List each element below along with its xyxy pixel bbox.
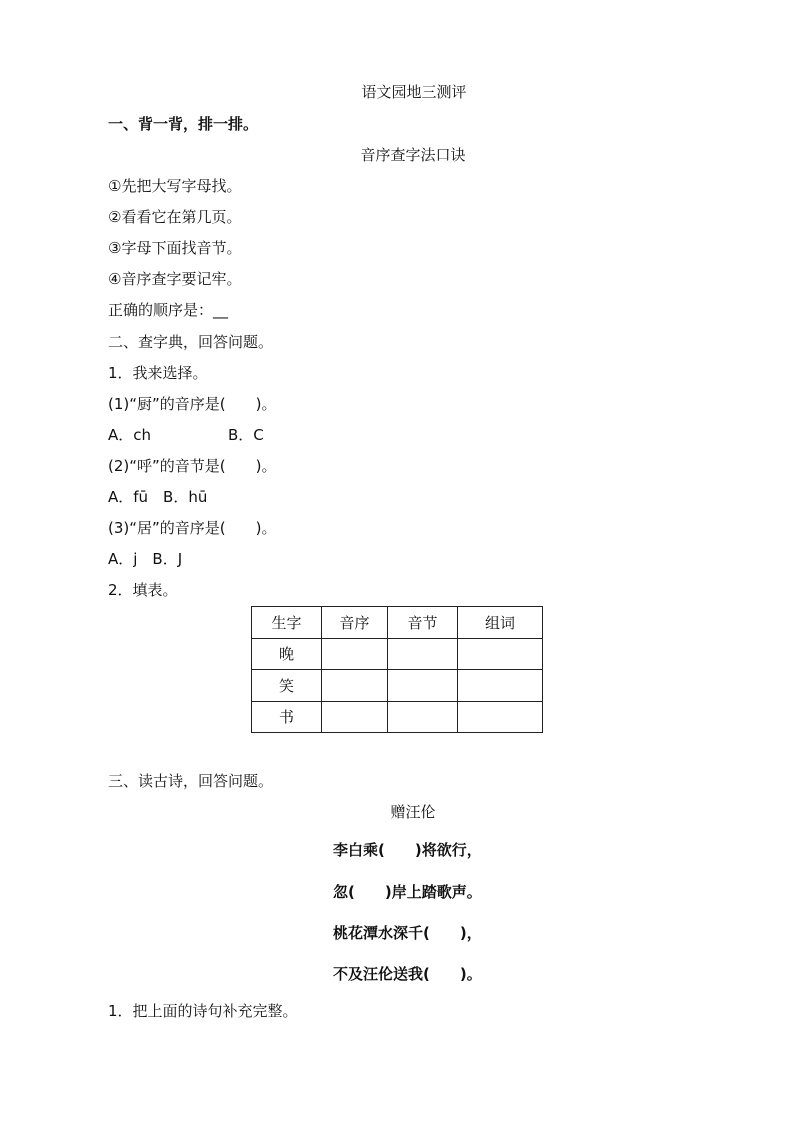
section3-q1: 1．把上面的诗句补充完整。 [108, 1002, 298, 1020]
poem-line-1: 李白乘( )将欲行， [333, 841, 482, 859]
table-character-cell: 晚 [252, 638, 322, 670]
rhyme-line-3: ③字母下面找音节。 [108, 239, 242, 257]
order-answer-prompt: 正确的顺序是：__ [108, 301, 229, 319]
table-character-cell: 书 [252, 701, 322, 733]
q1-sub2-options: A．fū B．hū [108, 488, 208, 506]
table-header-cell: 生字 [252, 607, 322, 639]
table-character-cell: 笑 [252, 670, 322, 702]
section3-heading: 三、读古诗，回答问题。 [108, 772, 274, 790]
table-blank-cell[interactable] [388, 701, 458, 733]
poem-title: 赠汪伦 [390, 803, 436, 821]
table-row [252, 670, 543, 702]
q1-sub3-question: (3)“居”的音序是( )。 [108, 519, 277, 537]
table-blank-cell[interactable] [322, 670, 388, 702]
table-row [252, 701, 543, 733]
q1-sub3-options: A．j B．J [108, 550, 183, 568]
poem-line-4: 不及汪伦送我( )。 [333, 965, 482, 983]
table-blank-cell[interactable] [388, 670, 458, 702]
table-blank-cell[interactable] [322, 701, 388, 733]
table-header-row [252, 607, 543, 639]
table-row [252, 638, 543, 670]
table-blank-cell[interactable] [322, 638, 388, 670]
rhyme-line-2: ②看看它在第几页。 [108, 208, 242, 226]
table-blank-cell[interactable] [458, 701, 543, 733]
q1-sub2-question: (2)“呼”的音节是( )。 [108, 457, 277, 475]
section1-heading: 一、背一背，排一排。 [108, 115, 259, 133]
fill-in-table [251, 606, 543, 733]
section2-heading: 二、查字典，回答问题。 [108, 333, 274, 351]
page-title: 语文园地三测评 [361, 83, 467, 101]
q1-label: 1．我来选择。 [108, 364, 208, 382]
q2-label: 2．填表。 [108, 581, 178, 599]
poem-line-2: 忽( )岸上踏歌声。 [333, 883, 482, 901]
rhyme-line-4: ④音序查字要记牢。 [108, 270, 242, 288]
table-header-cell: 组词 [458, 607, 543, 639]
section1-subtitle: 音序查字法口诀 [360, 146, 466, 164]
table-blank-cell[interactable] [458, 638, 543, 670]
table-blank-cell[interactable] [458, 670, 543, 702]
table-header-cell: 音序 [322, 607, 388, 639]
table-blank-cell[interactable] [388, 638, 458, 670]
q1-sub1-option-a: A．ch [108, 426, 152, 444]
q1-sub1-option-b: B．C [228, 426, 264, 444]
q1-sub1-question: (1)“厨”的音序是( )。 [108, 395, 277, 413]
rhyme-line-1: ①先把大写字母找。 [108, 177, 242, 195]
poem-line-3: 桃花潭水深千( )， [333, 924, 482, 942]
table-header-cell: 音节 [388, 607, 458, 639]
